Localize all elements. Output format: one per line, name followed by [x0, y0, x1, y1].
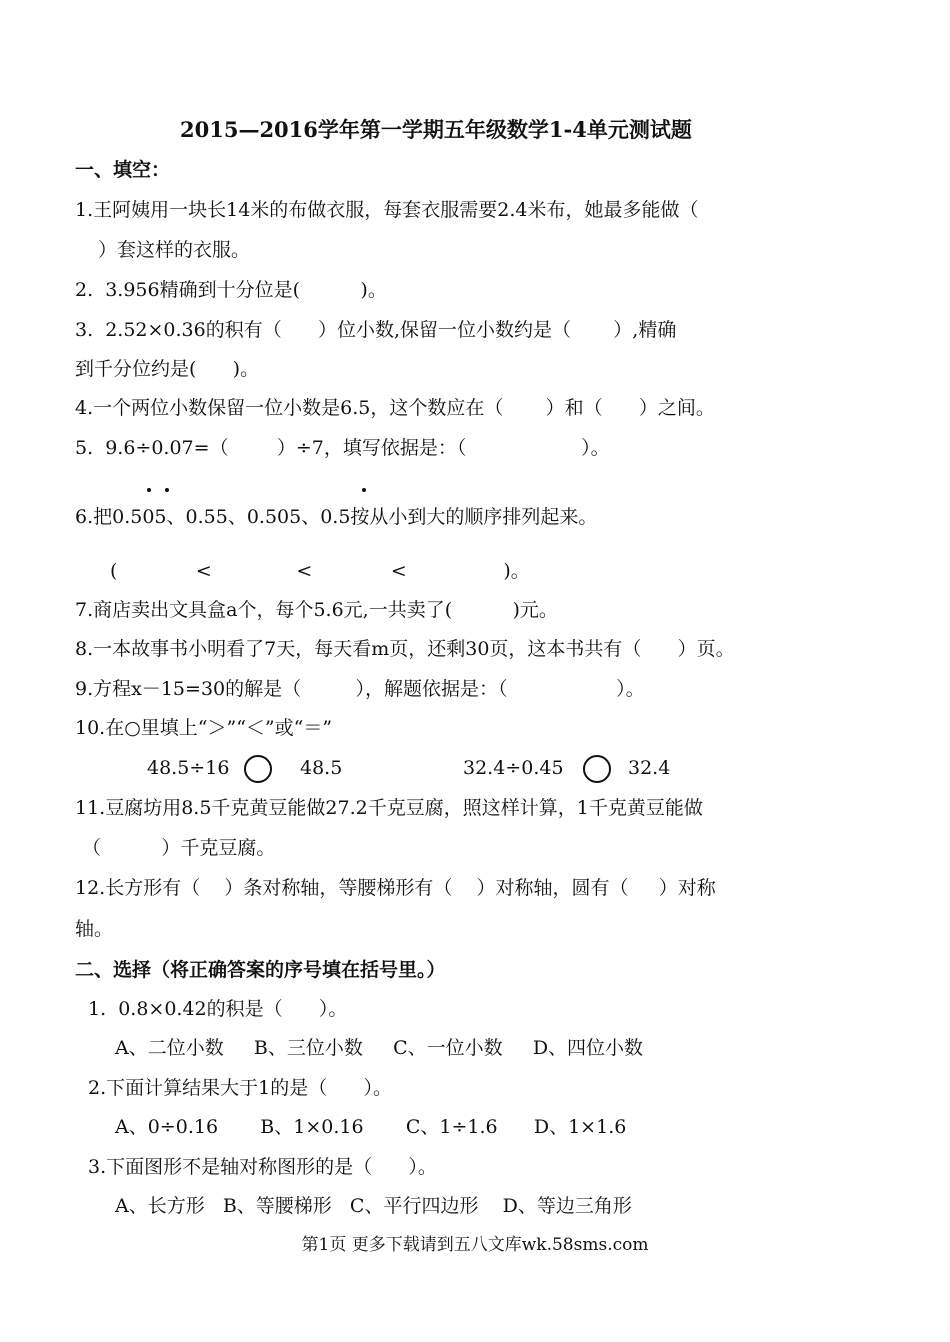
question-4: 4.一个两位小数保留一位小数是6.5，这个数应在（ ）和（ ）之间。: [75, 397, 715, 419]
page-title: 2015—2016学年第一学期五年级数学1-4单元测试题: [180, 117, 692, 142]
compare-circle-2: [583, 755, 611, 783]
compare-right-expression: 32.4÷0.45: [463, 757, 564, 779]
question-11-line-2: （ ）千克豆腐。: [82, 837, 276, 859]
section-2-heading: 二、选择（将正确答案的序号填在括号里。）: [75, 959, 446, 981]
page-footer: 第1页 更多下载请到五八文库wk.58sms.com: [301, 1235, 649, 1255]
choice-1: 1. 0.8×0.42的积是（ ）。: [88, 998, 348, 1020]
repeating-decimal-dot: [362, 488, 366, 492]
choice-2-options: A、0÷0.16 B、1×0.16 C、1÷1.6 D、1×1.6: [115, 1116, 627, 1138]
question-12-line-2: 轴。: [75, 918, 114, 940]
question-9: 9.方程x－15=30的解是（ ），解题依据是：（ ）。: [75, 678, 645, 700]
question-1-line-2: ）套这样的衣服。: [98, 239, 251, 261]
question-7: 7.商店卖出文具盒a个，每个5.6元,一共卖了( )元。: [75, 599, 558, 621]
question-6: 6.把0.505、0.55、0.505、0.5按从小到大的顺序排列起来。: [75, 506, 598, 528]
question-1-line-1: 1.王阿姨用一块长14米的布做衣服，每套衣服需要2.4米布，她最多能做（: [75, 199, 699, 221]
compare-left-expression: 48.5÷16: [147, 757, 230, 779]
choice-3-options: A、长方形 B、等腰梯形 C、平行四边形 D、等边三角形: [115, 1195, 632, 1217]
section-1-heading: 一、填空：: [75, 159, 171, 181]
question-10: 10.在○里填上“＞”“＜”或“＝”: [75, 717, 333, 739]
question-8: 8.一本故事书小明看了7天，每天看m页，还剩30页，这本书共有（ ）页。: [75, 638, 735, 660]
repeating-decimal-dot: [165, 488, 169, 492]
compare-circle-1: [244, 755, 272, 783]
question-12-line-1: 12.长方形有（ ）条对称轴，等腰梯形有（ ）对称轴，圆有（ ）对称: [75, 877, 716, 899]
question-6-blank: ( < < < )。: [110, 560, 530, 582]
question-2: 2. 3.956精确到十分位是( )。: [75, 279, 387, 301]
choice-2: 2.下面计算结果大于1的是（ ）。: [88, 1077, 392, 1099]
question-3-line-1: 3. 2.52×0.36的积有（ ）位小数,保留一位小数约是（ ）,精确: [75, 319, 677, 341]
choice-3: 3.下面图形不是轴对称图形的是（ ）。: [88, 1156, 437, 1178]
compare-right-value: 32.4: [628, 757, 671, 779]
question-3-line-2: 到千分位约是( )。: [75, 358, 260, 380]
question-5: 5. 9.6÷0.07=（ ）÷7，填写依据是：（ ）。: [75, 437, 610, 459]
choice-1-options: A、二位小数 B、三位小数 C、一位小数 D、四位小数: [115, 1037, 644, 1059]
compare-left-value: 48.5: [300, 757, 343, 779]
question-11-line-1: 11.豆腐坊用8.5千克黄豆能做27.2千克豆腐，照这样计算，1千克黄豆能做: [75, 797, 703, 819]
repeating-decimal-dot: [147, 488, 151, 492]
